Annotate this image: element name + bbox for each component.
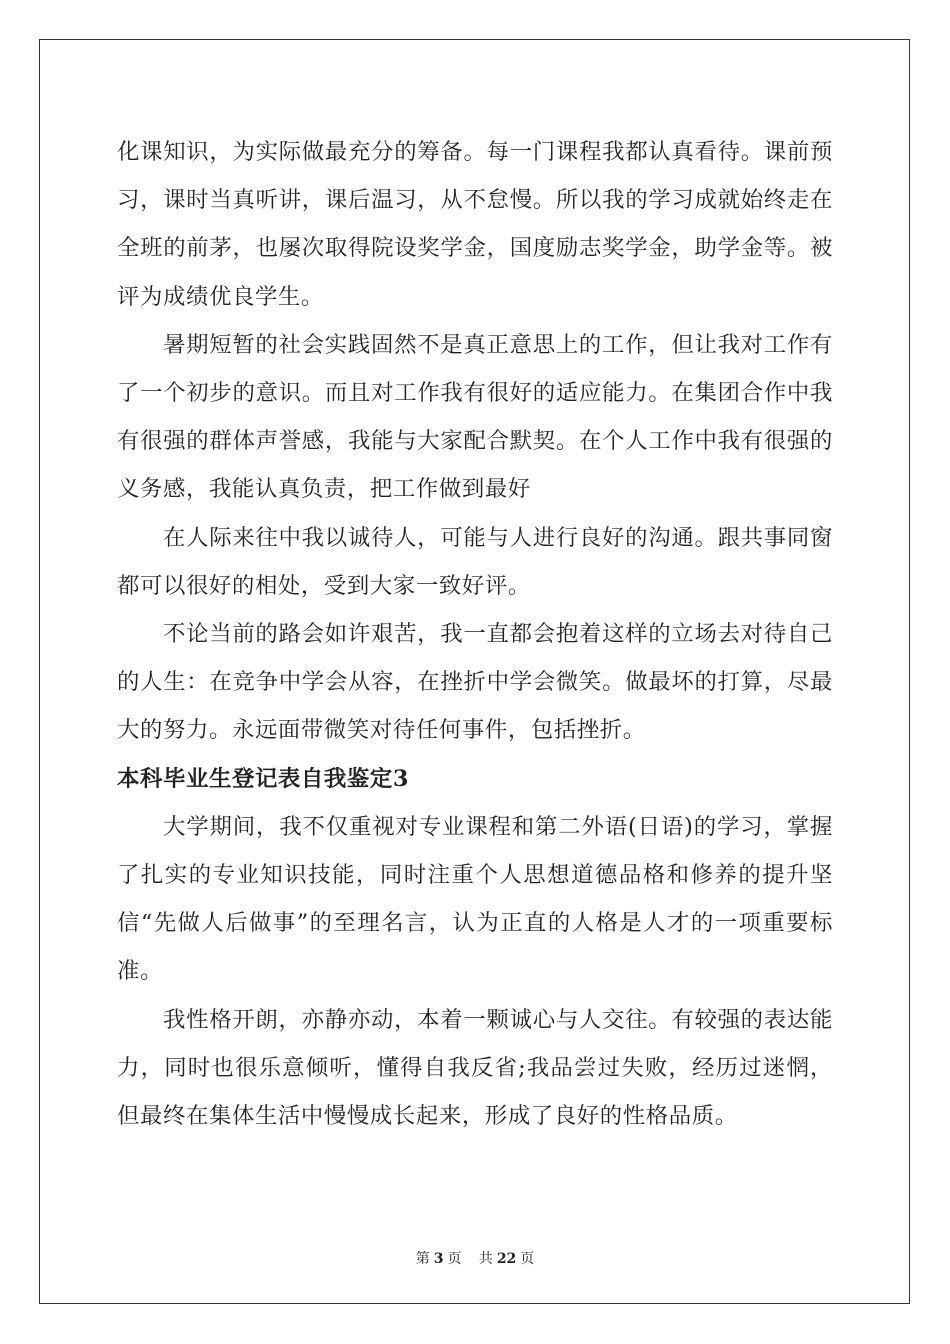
footer-total-prefix: 共 bbox=[478, 1251, 493, 1267]
document-body bbox=[117, 128, 833, 1140]
footer-total-suffix: 页 bbox=[520, 1251, 535, 1267]
paragraph-5: 大学期间，我不仅重视对专业课程和第二外语(日语)的学习，掌握了扎实的专业知识技能，同时注重个人思想道德品格和修养的提升坚信“先做人后做事”的至理名言，认为正直的人格是人才的一项重要标准。 bbox=[117, 813, 833, 985]
footer-total-pages: 22 bbox=[496, 1251, 517, 1267]
paragraph-2: 暑期短暂的社会实践固然不是真正意思上的工作，但让我对工作有了一个初步的意识。而且对工作我有很好的适应能力。在集团合作中我有很强的群体声誉感，我能与大家配合默契。在个人工作中我有很强的义务感，我能认真负责，把工作做到最好 bbox=[117, 331, 833, 503]
paragraph-6: 我性格开朗，亦静亦动，本着一颗诚心与人交往。有较强的表达能力，同时也很乐意倾听，懂得自我反省;我品尝过失败，经历过迷惘，但最终在集体生活中慢慢成长起来，形成了良好的性格品质。 bbox=[117, 1006, 833, 1130]
paragraph-4: 不论当前的路会如许艰苦，我一直都会抱着这样的立场去对待自己的人生：在竞争中学会从容，在挫折中学会微笑。做最坏的打算，尽最大的努力。永远面带微笑对待任何事件，包括挫折。 bbox=[117, 621, 833, 744]
footer-page-prefix: 第 bbox=[415, 1251, 430, 1267]
page-footer bbox=[0, 1248, 950, 1268]
footer-page-suffix: 页 bbox=[447, 1251, 462, 1267]
paragraph-1: 化课知识，为实际做最充分的筹备。每一门课程我都认真看待。课前预习，课时当真听讲，课后温习，从不怠慢。所以我的学习成就始终走在全班的前茅，也屡次取得院设奖学金，国度励志奖学金，助学金等。被评为成绩优良学生。 bbox=[117, 139, 833, 310]
section-heading: 本科毕业生登记表自我鉴定3 bbox=[117, 765, 410, 792]
footer-page-number: 3 bbox=[433, 1251, 444, 1267]
paragraph-3: 在人际来往中我以诚待人，可能与人进行良好的沟通。跟共事同窗都可以很好的相处，受到大家一致好评。 bbox=[117, 524, 833, 599]
